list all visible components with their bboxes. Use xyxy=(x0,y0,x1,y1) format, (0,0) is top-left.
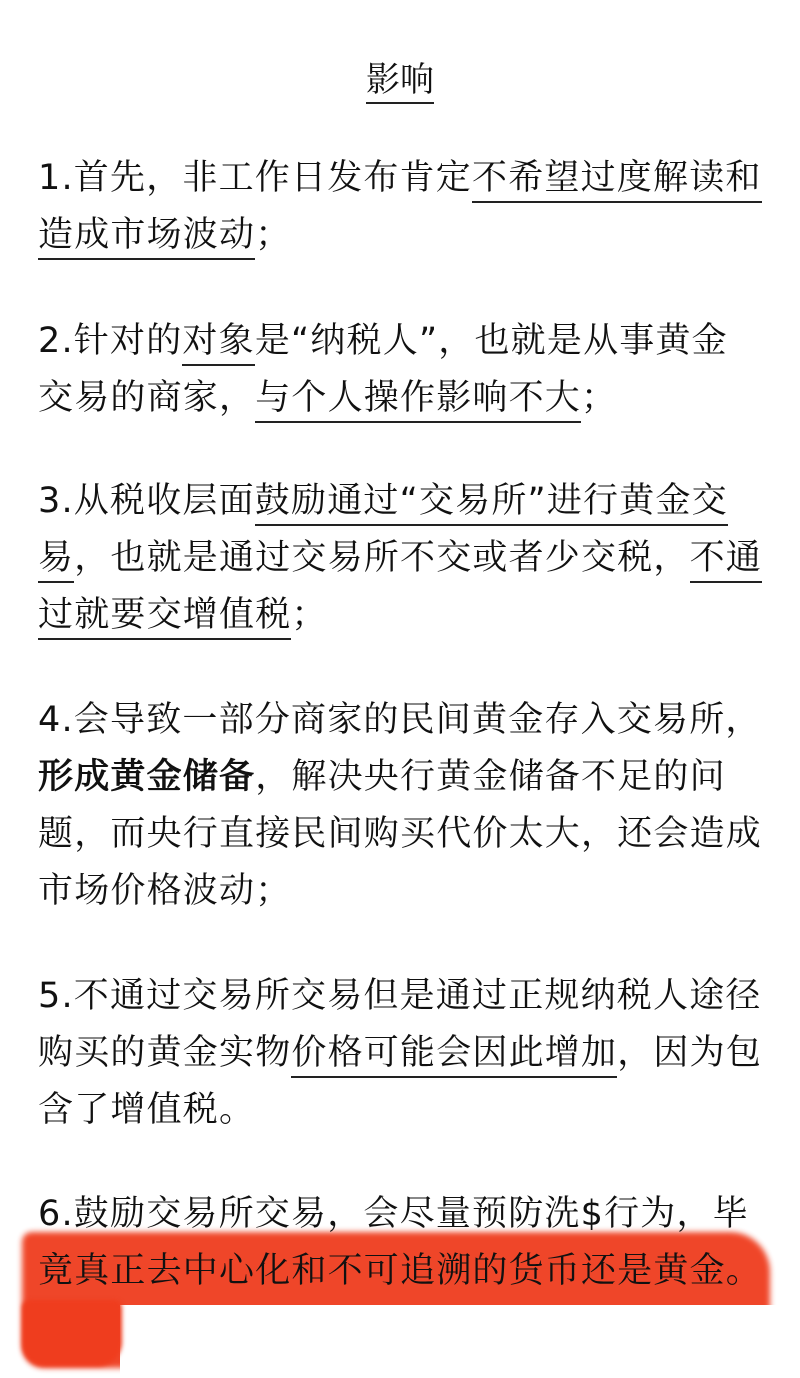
paragraph-1 xyxy=(38,150,764,264)
p3-text-end: ； xyxy=(291,595,328,635)
paragraph-5 xyxy=(38,968,764,1139)
p2-text: 2.针对的 xyxy=(38,321,183,361)
p3-text: 3.从税收层面 xyxy=(38,481,255,521)
p1-underlined-text: 不希望过度解读和造成市场波动 xyxy=(38,158,762,260)
p6-text: 6.鼓励交易所交易，会尽量预防洗$行为，毕竟真正去中心化和不可追溯的货币还是黄金。 xyxy=(38,1194,763,1291)
highlight-mask xyxy=(120,1305,800,1378)
paragraph-2 xyxy=(38,313,764,427)
paragraph-6 xyxy=(38,1186,764,1300)
paragraph-3 xyxy=(38,473,764,644)
p3-text-mid: ，也就是通过交易所不交或者少交税， xyxy=(74,538,690,578)
paragraph-4 xyxy=(38,692,764,920)
p5-underlined-text: 价格可能会因此增加 xyxy=(291,1033,617,1078)
p2-text-end: ； xyxy=(581,378,618,418)
page-title xyxy=(0,58,800,102)
p2-underlined-text-1: 对象 xyxy=(182,321,254,366)
p3-underlined-text-2: 不通过就要交增值税 xyxy=(38,538,762,640)
red-highlight-stroke-tail xyxy=(22,1300,122,1366)
page-title-text: 影响 xyxy=(366,60,434,104)
p4-text-end: ，解决央行黄金储备不足的问题，而央行直接民间购买代价太大，还会造成市场价格波动； xyxy=(38,757,763,911)
p4-text: 4.会导致一部分商家的民间黄金存入交易所， xyxy=(38,700,762,740)
p2-text-mid: 是“纳税人”，也就是从事黄金交易的商家， xyxy=(38,321,728,418)
p5-text-end: ，因为包含了增值税。 xyxy=(38,1033,763,1130)
p3-underlined-text-1: 鼓励通过“交易所”进行黄金交易 xyxy=(38,481,728,583)
p5-text: 5.不通过交易所交易但是通过正规纳税人途径购买的黄金实物 xyxy=(38,976,762,1073)
p4-bold-text: 形成黄金储备 xyxy=(38,757,256,797)
p2-underlined-text-2: 与个人操作影响不大 xyxy=(255,378,581,423)
p1-text-end: ； xyxy=(255,215,292,255)
p1-text: 1.首先，非工作日发布肯定 xyxy=(38,158,472,198)
